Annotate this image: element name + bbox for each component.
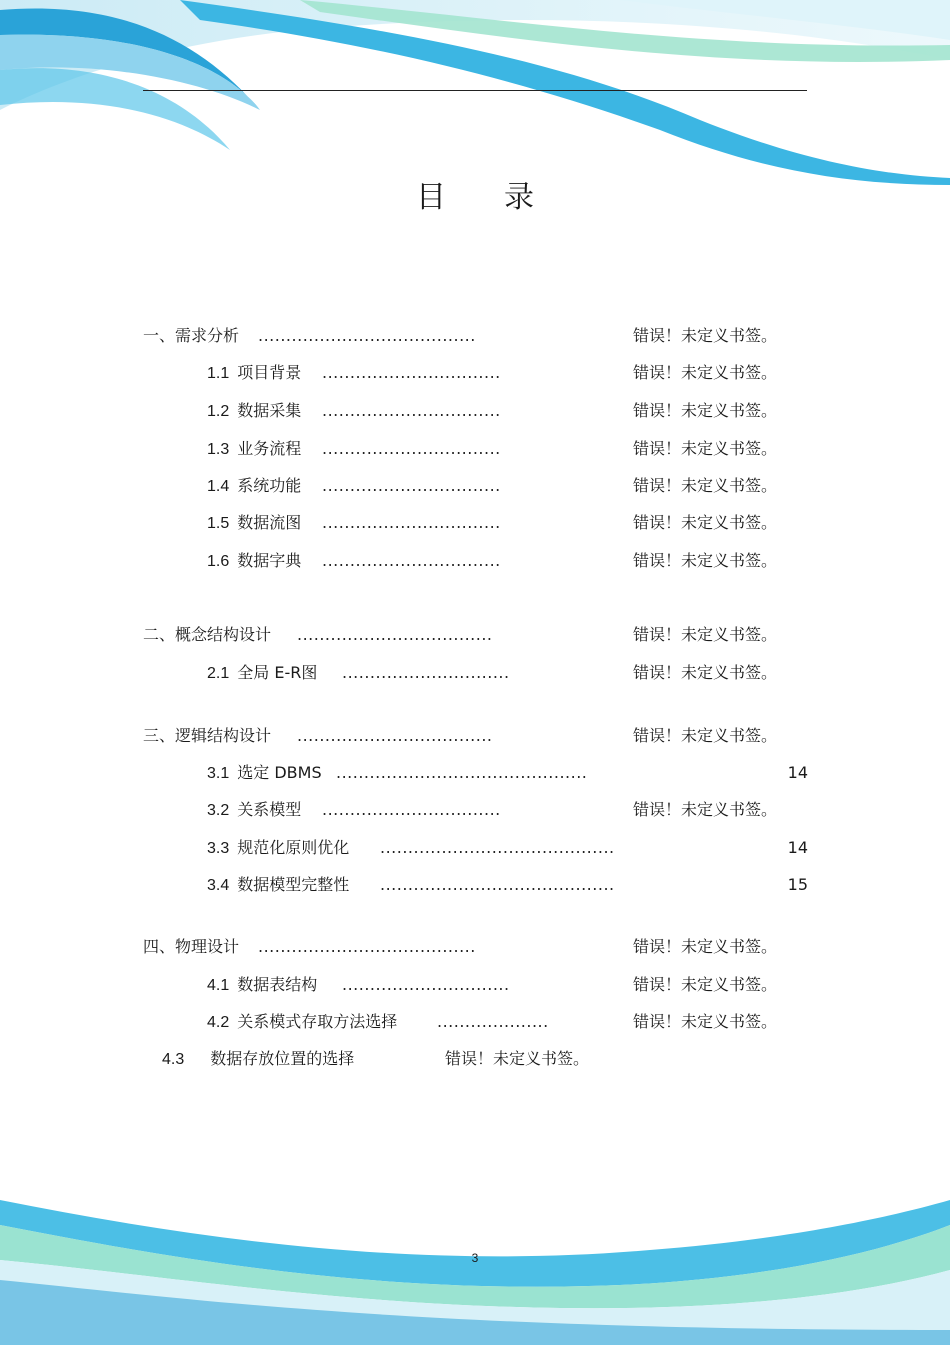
toc-entry-leader: .............................. <box>342 663 510 682</box>
toc-entry-label <box>207 549 301 574</box>
toc-entry-label <box>207 399 301 424</box>
toc-entry-page: 错误！未定义书签。 <box>633 439 778 458</box>
toc-entry-leader: ................................... <box>297 625 493 644</box>
toc-entry-leader: .......................................... <box>380 838 615 857</box>
toc-entry-leader: ................................ <box>322 513 501 532</box>
toc-entry-title: 项目背景 <box>237 363 302 382</box>
toc-entry[interactable] <box>0 399 950 423</box>
toc-entry-title: 三、逻辑结构设计 <box>143 726 272 745</box>
toc-entry-number: 1.3 <box>207 441 230 458</box>
toc-entry-title: 数据字典 <box>237 551 302 570</box>
toc-entry-title: 数据模型完整性 <box>237 875 350 894</box>
toc-entry-number: 3.1 <box>207 765 230 782</box>
toc-entry[interactable] <box>0 437 950 461</box>
toc-entry-page: 错误！未定义书签。 <box>633 551 778 570</box>
toc-entry-page: 错误！未定义书签。 <box>633 476 778 495</box>
toc-entry-page: 14 <box>787 838 808 857</box>
toc-entry-leader: .................... <box>437 1012 549 1031</box>
toc-entry-number: 3.4 <box>207 877 230 894</box>
toc-entry-number: 4.3 <box>162 1051 185 1068</box>
toc-entry-title: 全局 E-R图 <box>237 663 318 682</box>
toc-entry[interactable] <box>0 973 950 997</box>
toc-entry-leader: ....................................... <box>258 937 476 956</box>
toc-entry-label <box>207 661 317 686</box>
toc-entry-page: 错误！未定义书签。 <box>633 800 778 819</box>
toc-entry-number: 1.6 <box>207 553 230 570</box>
toc-entry-label <box>207 361 301 386</box>
toc-entry-label <box>143 935 239 959</box>
toc-entry[interactable] <box>0 935 950 959</box>
toc-entry[interactable] <box>0 661 950 685</box>
toc-entry-title: 数据流图 <box>237 513 302 532</box>
toc-entry[interactable] <box>0 474 950 498</box>
toc-entry-title: 关系模式存取方法选择 <box>237 1012 398 1031</box>
toc-entry-title: 系统功能 <box>237 476 302 495</box>
toc-entry-title: 业务流程 <box>237 439 302 458</box>
toc-entry-number: 3.2 <box>207 802 230 819</box>
toc-entry-leader: ................................ <box>322 401 501 420</box>
toc-entry-page: 错误！未定义书签。 <box>445 1049 590 1068</box>
toc-entry-label <box>143 724 271 748</box>
toc-entry-number: 4.2 <box>207 1014 230 1031</box>
toc-entry-leader: ................................... <box>297 726 493 745</box>
toc-entry-page: 错误！未定义书签。 <box>633 513 778 532</box>
toc-entry[interactable] <box>0 623 950 647</box>
toc-entry-label <box>207 437 301 462</box>
toc-entry-label <box>207 1010 397 1035</box>
toc-entry[interactable] <box>0 511 950 535</box>
toc-entry-label <box>143 623 271 647</box>
toc-entry-leader: ................................ <box>322 476 501 495</box>
toc-entry-number: 4.1 <box>207 977 230 994</box>
toc-title-char-2: 录 <box>504 180 534 215</box>
toc-entry-title: 数据存放位置的选择 <box>210 1049 355 1068</box>
toc-entry-number: 3.3 <box>207 840 230 857</box>
toc-entry-page: 错误！未定义书签。 <box>633 975 778 994</box>
toc-entry[interactable] <box>0 1047 950 1071</box>
toc-entry-number: 1.5 <box>207 515 230 532</box>
toc-entry-label <box>207 973 317 998</box>
toc-entry[interactable] <box>0 1010 950 1034</box>
toc-entry[interactable] <box>0 549 950 573</box>
toc-entry-page: 15 <box>787 875 808 894</box>
toc-entry[interactable] <box>0 761 950 785</box>
toc-entry-page: 14 <box>787 763 808 782</box>
toc-entry[interactable] <box>0 873 950 897</box>
toc-entry[interactable] <box>0 324 950 348</box>
toc-entry-number: 1.1 <box>207 365 230 382</box>
toc-entry-leader: ................................ <box>322 551 501 570</box>
toc-entry-number: 2.1 <box>207 665 230 682</box>
toc-entry-page: 错误！未定义书签。 <box>633 326 778 345</box>
toc-entry[interactable] <box>0 361 950 385</box>
toc-entry-label <box>207 511 301 536</box>
toc-entry-label <box>143 324 239 348</box>
toc-entry-page: 错误！未定义书签。 <box>633 726 778 745</box>
toc-entry-number: 1.2 <box>207 403 230 420</box>
toc-entry[interactable] <box>0 836 950 860</box>
toc-entry-label <box>207 873 349 898</box>
toc-entry-number: 1.4 <box>207 478 230 495</box>
toc-title-char-1: 目 <box>416 180 446 215</box>
toc-entry-leader: .......................................... <box>380 875 615 894</box>
toc-entry-page: 错误！未定义书签。 <box>633 937 778 956</box>
toc-entry-title: 数据表结构 <box>237 975 318 994</box>
page-number: 3 <box>471 1251 479 1265</box>
toc-entry-label <box>162 1047 354 1072</box>
toc-entry-page: 错误！未定义书签。 <box>633 663 778 682</box>
toc-entry[interactable] <box>0 798 950 822</box>
toc-entry-page: 错误！未定义书签。 <box>633 401 778 420</box>
toc-entry-title: 数据采集 <box>237 401 302 420</box>
toc-entry-label <box>207 761 322 786</box>
toc-entry-title: 选定 DBMS <box>237 763 322 782</box>
toc-entry-leader: ................................ <box>322 363 501 382</box>
toc-entry-leader: ................................ <box>322 439 501 458</box>
toc-entry-label <box>207 798 301 823</box>
toc-entry-title: 一、需求分析 <box>143 326 240 345</box>
toc-entry-title: 二、概念结构设计 <box>143 625 272 644</box>
toc-entry-title: 规范化原则优化 <box>237 838 350 857</box>
toc-entry-label <box>207 836 349 861</box>
toc-entry-label <box>207 474 301 499</box>
toc-entry-page: 错误！未定义书签。 <box>633 625 778 644</box>
toc-entry-leader: ................................ <box>322 800 501 819</box>
toc-entry-title: 关系模型 <box>237 800 302 819</box>
toc-entry-leader: ............................................. <box>336 763 588 782</box>
toc-entry-page: 错误！未定义书签。 <box>633 1012 778 1031</box>
toc-entry-title: 四、物理设计 <box>143 937 240 956</box>
toc-entry-leader: ....................................... <box>258 326 476 345</box>
toc-entry-leader: .............................. <box>342 975 510 994</box>
toc-entry-page: 错误！未定义书签。 <box>633 363 778 382</box>
toc-entry[interactable] <box>0 724 950 748</box>
